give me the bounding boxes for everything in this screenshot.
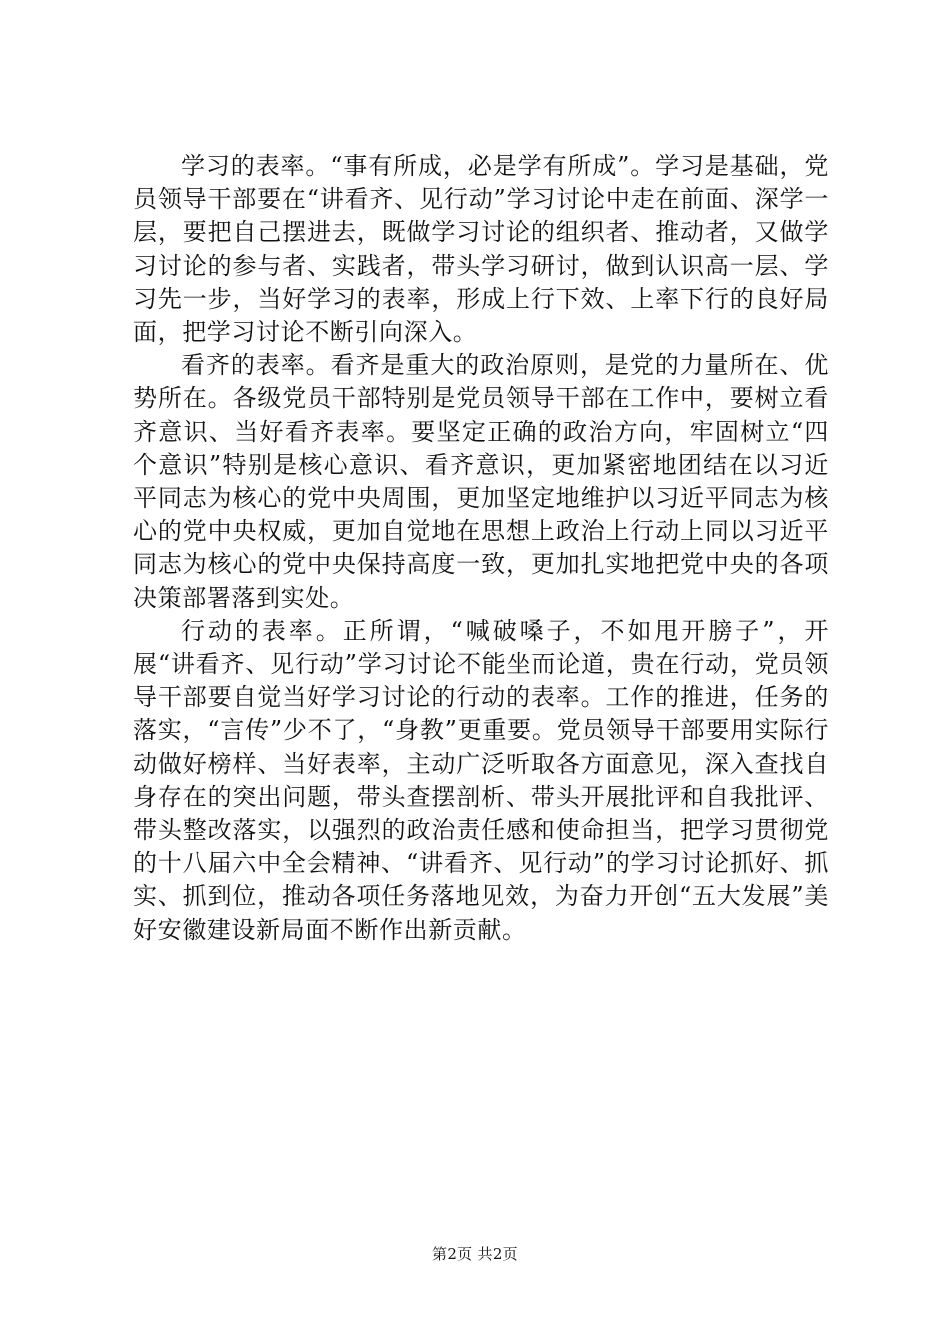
document-body xyxy=(133,150,829,947)
page-number-footer: 第2页 共2页 xyxy=(432,1245,518,1263)
paragraph-alignment-example: 看齐的表率。看齐是重大的政治原则，是党的力量所在、优势所在。各级党员干部特别是党员领导干部在工作中，要树立看齐意识、当好看齐表率。要坚定正确的政治方向，牢固树立“四个意识”特别是核心意识、看齐意识，更加紧密地团结在以习近平同志为核心的党中央周围，更加坚定地维护以习近平同志为核心的党中央权威，更加自觉地在思想上政治上行动上同以习近平同志为核心的党中央保持高度一致，更加扎实地把党中央的各项决策部署落到实处。 xyxy=(133,351,829,612)
paragraph-study-example: 学习的表率。“事有所成，必是学有所成”。学习是基础，党员领导干部要在“讲看齐、见行动”学习讨论中走在前面、深学一层，要把自己摆进去，既做学习讨论的组织者、推动者，又做学习讨论的参与者、实践者，带头学习研讨，做到认识高一层、学习先一步，当好学习的表率，形成上行下效、上率下行的良好局面，把学习讨论不断引向深入。 xyxy=(133,152,829,347)
paragraph-action-example: 行动的表率。正所谓，“喊破嗓子，不如甩开膀子”，开展“讲看齐、见行动”学习讨论不能坐而论道，贵在行动，党员领导干部要自觉当好学习讨论的行动的表率。工作的推进，任务的落实，“言传”少不了，“身教”更重要。党员领导干部要用实际行动做好榜样、当好表率，主动广泛听取各方面意见，深入查找自身存在的突出问题，带头查摆剖析、带头开展批评和自我批评、带头整改落实，以强烈的政治责任感和使命担当，把学习贯彻党的十八届六中全会精神、“讲看齐、见行动”的学习讨论抓好、抓实、抓到位，推动各项任务落地见效，为奋力开创“五大发展”美好安徽建设新局面不断作出新贡献。 xyxy=(133,616,829,944)
